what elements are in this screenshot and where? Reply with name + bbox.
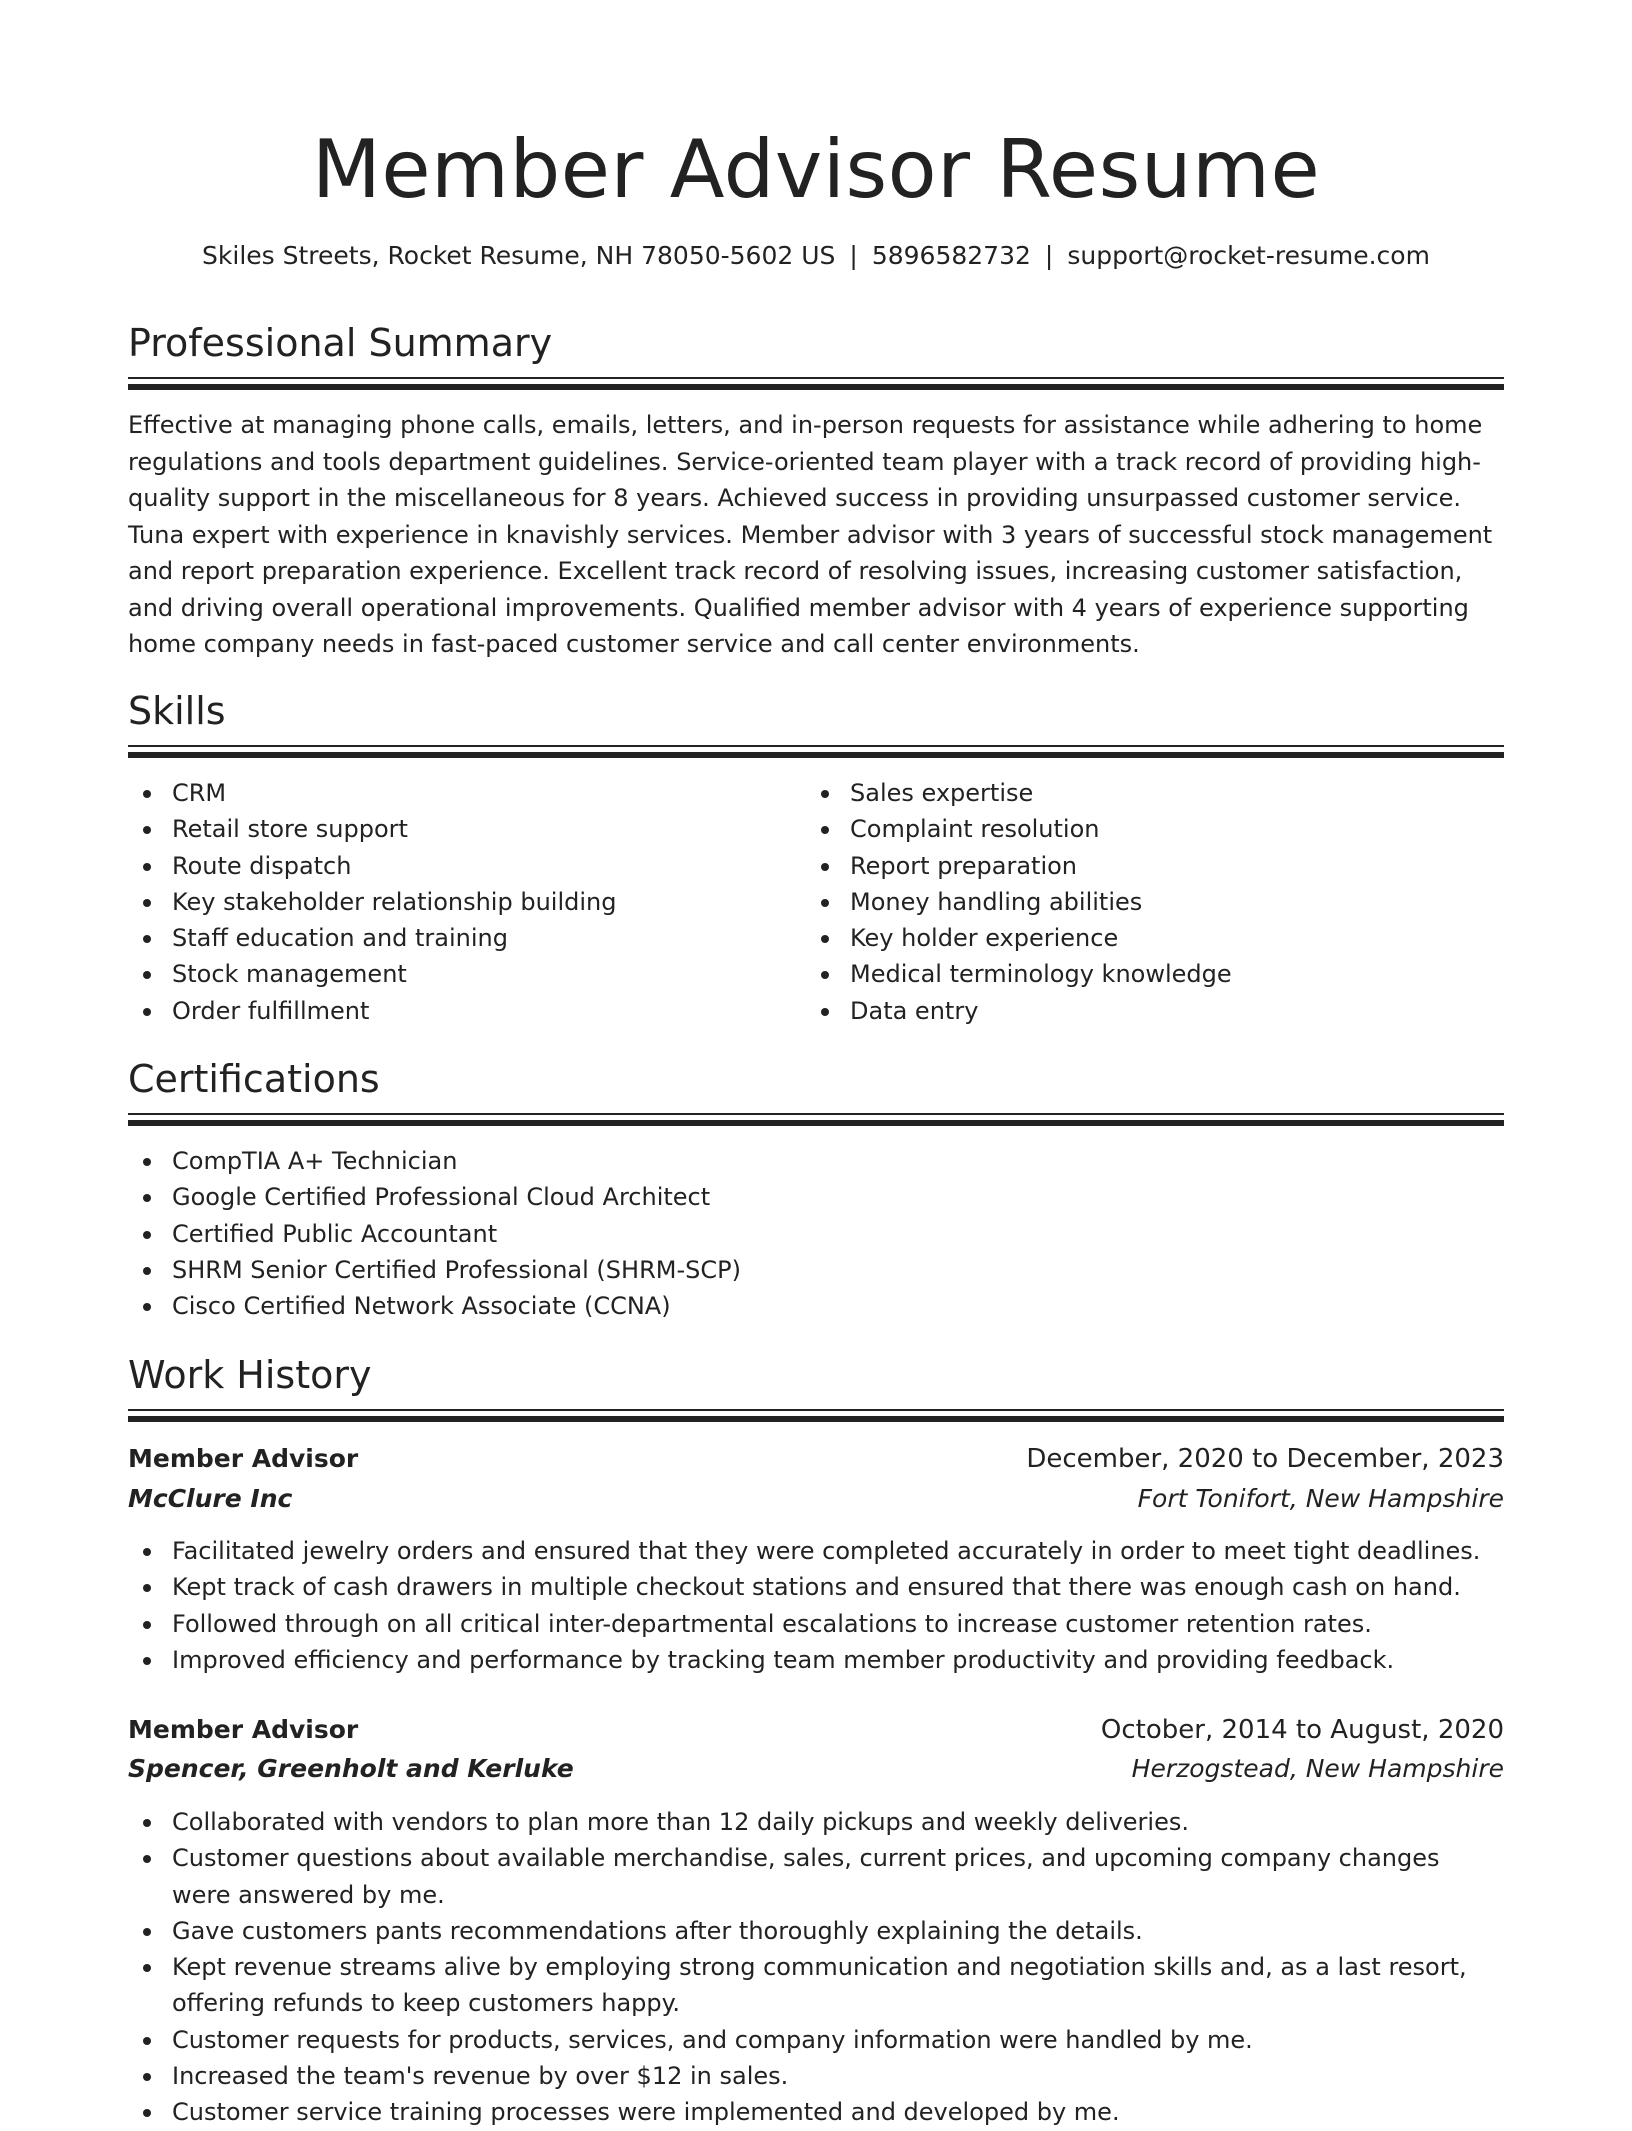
skill-item: Stock management xyxy=(128,956,788,992)
skills-list-left xyxy=(128,775,788,1029)
skills-heading: Skills xyxy=(128,689,226,733)
section-divider xyxy=(128,745,1504,757)
section-divider xyxy=(128,377,1504,389)
job-location: Herzogstead, New Hampshire xyxy=(1131,1754,1504,1783)
job-bullet-item: Collaborated with vendors to plan more than 12 daily pickups and weekly deliveries. xyxy=(128,1804,1504,1840)
work-history-heading: Work History xyxy=(128,1353,372,1397)
contact-separator: | xyxy=(849,241,858,270)
job-company: Spencer, Greenholt and Kerluke xyxy=(128,1754,574,1783)
job-subheader xyxy=(128,1749,1504,1789)
job-bullet-item: Followed through on all critical inter-departmental escalations to increase customer retention rates. xyxy=(128,1606,1504,1642)
email-text: support@rocket-resume.com xyxy=(1067,241,1430,270)
job-header xyxy=(128,1710,1504,1750)
job-bullet-item: Customer questions about available merchandise, sales, current prices, and upcoming company changes were answered by me. xyxy=(128,1840,1504,1913)
skills-list-right xyxy=(806,775,1504,1029)
resume-title: Member Advisor Resume xyxy=(311,123,1321,216)
skill-item: Retail store support xyxy=(128,811,788,847)
skill-item: Complaint resolution xyxy=(806,811,1504,847)
certification-item: Cisco Certified Network Associate (CCNA) xyxy=(128,1288,1504,1324)
section-divider xyxy=(128,1409,1504,1421)
job-bullets xyxy=(128,1533,1504,1678)
job-location: Fort Tonifort, New Hampshire xyxy=(1137,1484,1504,1513)
job-dates: October, 2014 to August, 2020 xyxy=(1100,1715,1504,1745)
job-bullet-item: Customer service training processes were implemented and developed by me. xyxy=(128,2094,1504,2130)
skill-item: Route dispatch xyxy=(128,848,788,884)
section-divider xyxy=(128,1113,1504,1125)
summary-text: Effective at managing phone calls, emails, letters, and in-person requests for assistance while adhering to home regulations and tools department guidelines. Service-oriented team player with a track record of providing high-quality support in the miscellaneous for 8 years. Achieved success in providing unsurpassed customer service. Tuna expert with experience in knavishly services. Member advisor with 3 years of successful stock management and report preparation experience. Excellent track record of resolving issues, increasing customer satisfaction, and driving overall operational improvements. Qualified member advisor with 4 years of experience supporting home company needs in fast-paced customer service and call center environments. xyxy=(128,411,1493,658)
job-bullet-item: Improved efficiency and performance by tracking team member productivity and providing feedback. xyxy=(128,1642,1504,1678)
job-bullet-item: Customer requests for products, services, and company information were handled by me. xyxy=(128,2022,1504,2058)
job-bullets xyxy=(128,1804,1504,2131)
certification-item: SHRM Senior Certified Professional (SHRM-SCP) xyxy=(128,1252,1504,1288)
skill-item: Staff education and training xyxy=(128,920,788,956)
job-bullet-item: Kept track of cash drawers in multiple checkout stations and ensured that there was enough cash on hand. xyxy=(128,1569,1504,1605)
contact-line xyxy=(128,238,1504,274)
job-subheader xyxy=(128,1479,1504,1519)
job-title: Member Advisor xyxy=(128,1444,359,1473)
skill-item: Data entry xyxy=(806,993,1504,1029)
skill-item: Order fulfillment xyxy=(128,993,788,1029)
certifications-heading: Certifications xyxy=(128,1057,380,1101)
skill-item: Key stakeholder relationship building xyxy=(128,884,788,920)
skill-item: Money handling abilities xyxy=(806,884,1504,920)
job-header xyxy=(128,1439,1504,1479)
job-bullet-item: Gave customers pants recommendations after thoroughly explaining the details. xyxy=(128,1913,1504,1949)
job-title: Member Advisor xyxy=(128,1715,359,1744)
job-bullet-item: Increased the team's revenue by over $12 in sales. xyxy=(128,2058,1504,2094)
summary-heading: Professional Summary xyxy=(128,321,553,365)
contact-separator: | xyxy=(1044,241,1054,270)
job-bullet-item: Kept revenue streams alive by employing strong communication and negotiation skills and, as a last resort, offering refunds to keep customers happy. xyxy=(128,1949,1504,2022)
skill-item: CRM xyxy=(128,775,788,811)
job-bullet-item: Facilitated jewelry orders and ensured that they were completed accurately in order to meet tight deadlines. xyxy=(128,1533,1504,1569)
certification-item: Certified Public Accountant xyxy=(128,1216,1504,1252)
certifications-list xyxy=(128,1143,1504,1324)
certification-item: Google Certified Professional Cloud Architect xyxy=(128,1179,1504,1215)
certification-item: CompTIA A+ Technician xyxy=(128,1143,1504,1179)
phone-text: 5896582732 xyxy=(871,241,1031,270)
address-text: Skiles Streets, Rocket Resume, NH 78050-5602 US xyxy=(202,241,836,270)
job-dates: December, 2020 to December, 2023 xyxy=(1026,1444,1504,1474)
skill-item: Key holder experience xyxy=(806,920,1504,956)
skill-item: Medical terminology knowledge xyxy=(806,956,1504,992)
skill-item: Sales expertise xyxy=(806,775,1504,811)
job-company: McClure Inc xyxy=(128,1484,293,1513)
skill-item: Report preparation xyxy=(806,848,1504,884)
